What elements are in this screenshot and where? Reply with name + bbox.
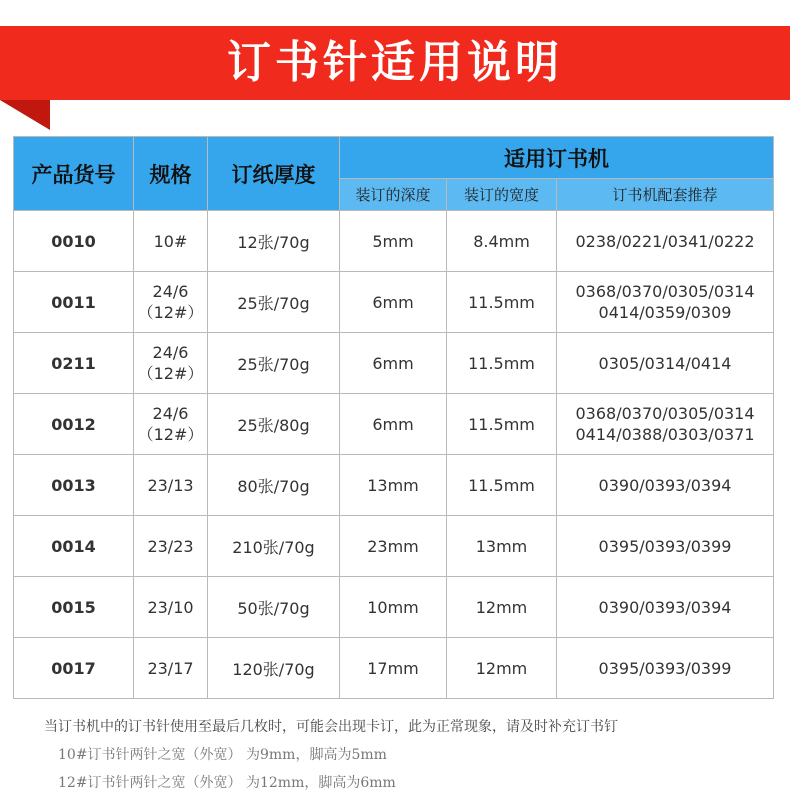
machine-line: 0390/0393/0394 [598, 597, 732, 617]
spec-table [13, 136, 774, 699]
cell-width: 12mm [447, 577, 557, 638]
note-12: 12#订书针两针之宽（外宽） 为12mm，脚高为6mm [58, 775, 396, 791]
machine-line: 0395/0393/0399 [598, 658, 732, 678]
table-row [14, 211, 774, 272]
machine-line: 0238/0221/0341/0222 [575, 231, 755, 251]
note-10: 10#订书针两针之宽（外宽） 为9mm，脚高为5mm [58, 747, 387, 763]
spec-line: 23/10 [147, 597, 194, 617]
header-width: 装订的宽度 [447, 179, 557, 211]
spec-line: （12#） [137, 425, 204, 444]
table-body [14, 211, 774, 699]
spec-line: （12#） [137, 364, 204, 383]
table-row [14, 272, 774, 333]
table-row [14, 577, 774, 638]
cell-spec [134, 211, 208, 272]
cell-spec [134, 577, 208, 638]
table-row [14, 638, 774, 699]
header-depth: 装订的深度 [340, 179, 447, 211]
cell-width: 8.4mm [447, 211, 557, 272]
table-row [14, 394, 774, 455]
header-spec: 规格 [134, 137, 208, 211]
cell-code: 0013 [14, 455, 134, 516]
spec-line: （12#） [137, 303, 204, 322]
note-jam: 当订书机中的订书针使用至最后几枚时，可能会出现卡订，此为正常现象，请及时补充订书钉 [44, 719, 618, 735]
cell-spec [134, 638, 208, 699]
cell-spec [134, 333, 208, 394]
cell-code: 0010 [14, 211, 134, 272]
cell-thickness: 80张/70g [208, 455, 340, 516]
cell-thickness: 50张/70g [208, 577, 340, 638]
spec-line: 24/6 [152, 343, 189, 362]
machine-line: 0368/0370/0305/0314 [575, 282, 755, 301]
cell-width: 11.5mm [447, 455, 557, 516]
page-title: 订书针适用说明 [227, 37, 563, 88]
cell-depth: 23mm [340, 516, 447, 577]
cell-code: 0015 [14, 577, 134, 638]
header-thickness: 订纸厚度 [208, 137, 340, 211]
cell-spec [134, 272, 208, 333]
cell-thickness: 210张/70g [208, 516, 340, 577]
cell-thickness: 25张/70g [208, 333, 340, 394]
cell-thickness: 25张/70g [208, 272, 340, 333]
cell-machines [557, 394, 774, 455]
cell-code: 0014 [14, 516, 134, 577]
table-row [14, 333, 774, 394]
spec-line: 23/23 [147, 536, 194, 556]
cell-machines [557, 455, 774, 516]
cell-width: 11.5mm [447, 333, 557, 394]
cell-depth: 6mm [340, 333, 447, 394]
cell-width: 11.5mm [447, 394, 557, 455]
cell-code: 0017 [14, 638, 134, 699]
table-row [14, 455, 774, 516]
cell-width: 12mm [447, 638, 557, 699]
cell-spec [134, 516, 208, 577]
cell-depth: 5mm [340, 211, 447, 272]
cell-depth: 6mm [340, 272, 447, 333]
cell-depth: 10mm [340, 577, 447, 638]
banner-ribbon-tail [0, 100, 50, 130]
spec-line: 24/6 [152, 404, 189, 423]
cell-code: 0211 [14, 333, 134, 394]
machine-line: 0414/0388/0303/0371 [575, 425, 755, 444]
cell-depth: 6mm [340, 394, 447, 455]
cell-machines [557, 333, 774, 394]
cell-machines [557, 577, 774, 638]
cell-width: 13mm [447, 516, 557, 577]
cell-spec [134, 394, 208, 455]
usage-notes [44, 713, 774, 797]
cell-thickness: 120张/70g [208, 638, 340, 699]
cell-machines [557, 272, 774, 333]
cell-width: 11.5mm [447, 272, 557, 333]
spec-line: 23/13 [147, 475, 194, 495]
spec-line: 24/6 [152, 282, 189, 301]
machine-line: 0305/0314/0414 [598, 353, 732, 373]
cell-thickness: 25张/80g [208, 394, 340, 455]
cell-thickness: 12张/70g [208, 211, 340, 272]
header-code: 产品货号 [14, 137, 134, 211]
cell-machines [557, 516, 774, 577]
cell-code: 0011 [14, 272, 134, 333]
machine-line: 0395/0393/0399 [598, 536, 732, 556]
header-machine-group: 适用订书机 [340, 137, 774, 179]
cell-machines [557, 638, 774, 699]
spec-line: 23/17 [147, 658, 194, 678]
machine-line: 0390/0393/0394 [598, 475, 732, 495]
cell-code: 0012 [14, 394, 134, 455]
machine-line: 0368/0370/0305/0314 [575, 404, 755, 423]
header-recommend: 订书机配套推荐 [557, 179, 774, 211]
cell-depth: 13mm [340, 455, 447, 516]
table-row [14, 516, 774, 577]
spec-line: 10# [153, 231, 188, 251]
cell-depth: 17mm [340, 638, 447, 699]
cell-spec [134, 455, 208, 516]
cell-machines [557, 211, 774, 272]
machine-line: 0414/0359/0309 [598, 303, 732, 322]
